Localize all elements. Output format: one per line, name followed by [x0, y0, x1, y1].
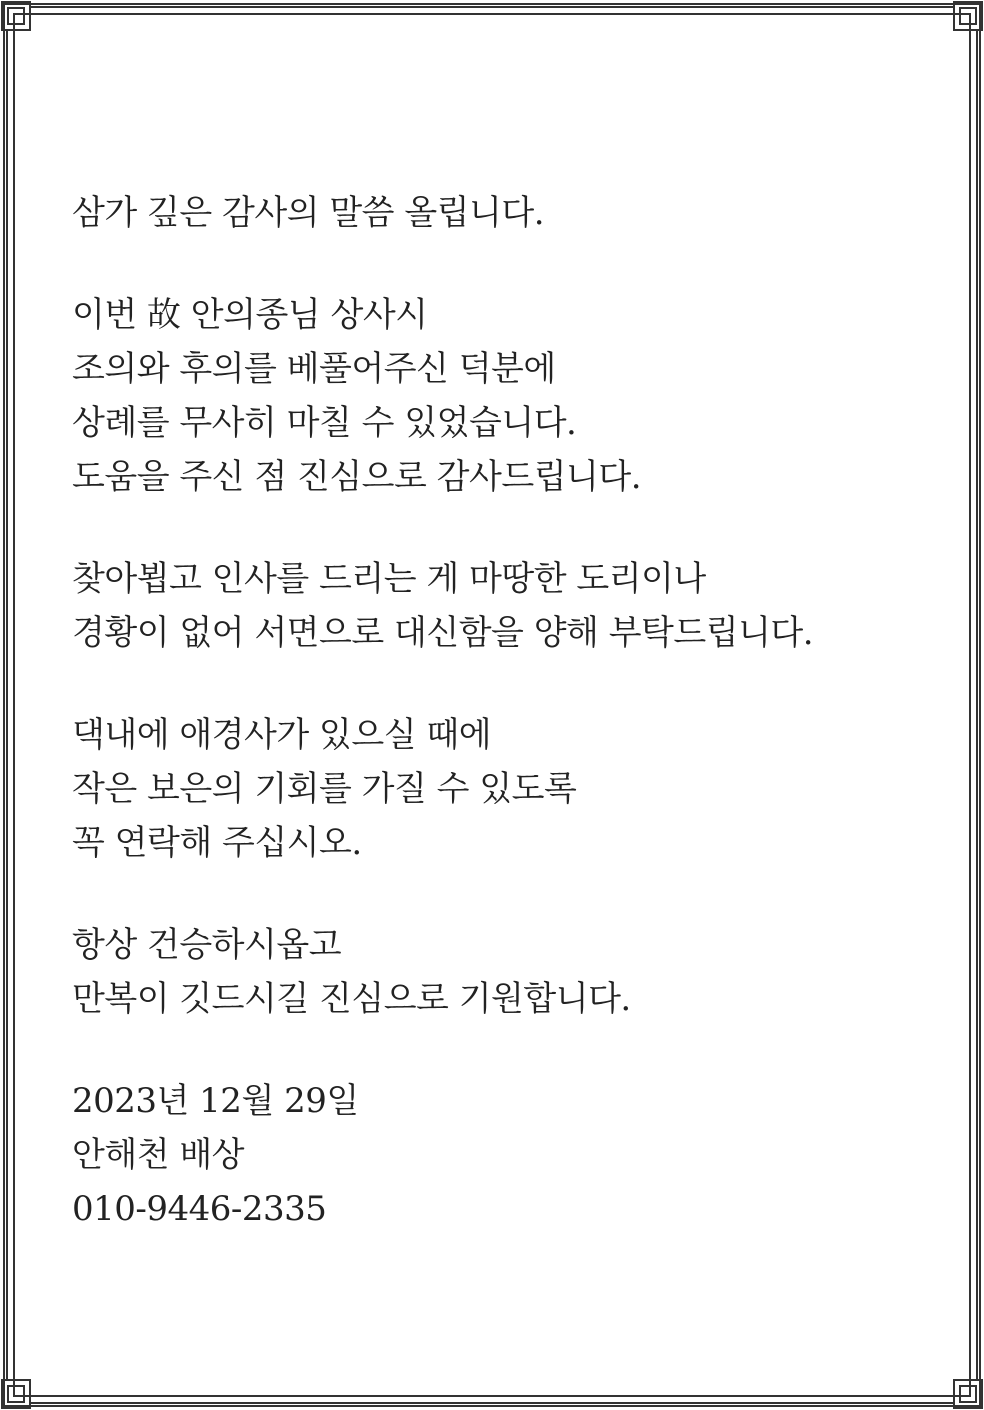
letter-heading: 삼가 깊은 감사의 말씀 올립니다.: [72, 193, 545, 233]
text-line: 도움을 주신 점 진심으로 감사드립니다.: [72, 457, 642, 497]
request-paragraph: [72, 708, 912, 870]
text-line: 댁내에 애경사가 있으실 때에: [72, 715, 492, 755]
paragraph-gap: [72, 504, 912, 552]
text-line: 항상 건승하시옵고: [72, 925, 342, 965]
signature-phone: 010-9446-2335: [72, 1189, 327, 1229]
wishes-paragraph: [72, 918, 912, 1026]
paragraph-gap: [72, 1026, 912, 1074]
apology-paragraph: [72, 552, 912, 660]
signature-block: [72, 1074, 912, 1236]
text-line: 경황이 없어 서면으로 대신함을 양해 부탁드립니다.: [72, 613, 814, 653]
text-line: 만복이 깃드시길 진심으로 기원합니다.: [72, 979, 631, 1019]
text-line: 조의와 후의를 베풀어주신 덕분에: [72, 349, 556, 389]
text-line: 상례를 무사히 마칠 수 있었습니다.: [72, 403, 577, 443]
paragraph-gap: [72, 870, 912, 918]
paragraph-gap: [72, 660, 912, 708]
thanks-paragraph: [72, 288, 912, 504]
text-line: 작은 보은의 기회를 가질 수 있도록: [72, 769, 577, 809]
signature-sender: 안해천 배상: [72, 1135, 245, 1175]
text-line: 꼭 연락해 주십시오.: [72, 823, 362, 863]
condolence-thank-you-letter: [72, 186, 912, 1236]
signature-date: 2023년 12월 29일: [72, 1081, 359, 1121]
text-line: 이번 故 안의종님 상사시: [72, 295, 428, 335]
text-line: 찾아뵙고 인사를 드리는 게 마땅한 도리이나: [72, 559, 706, 599]
paragraph-gap: [72, 240, 912, 288]
